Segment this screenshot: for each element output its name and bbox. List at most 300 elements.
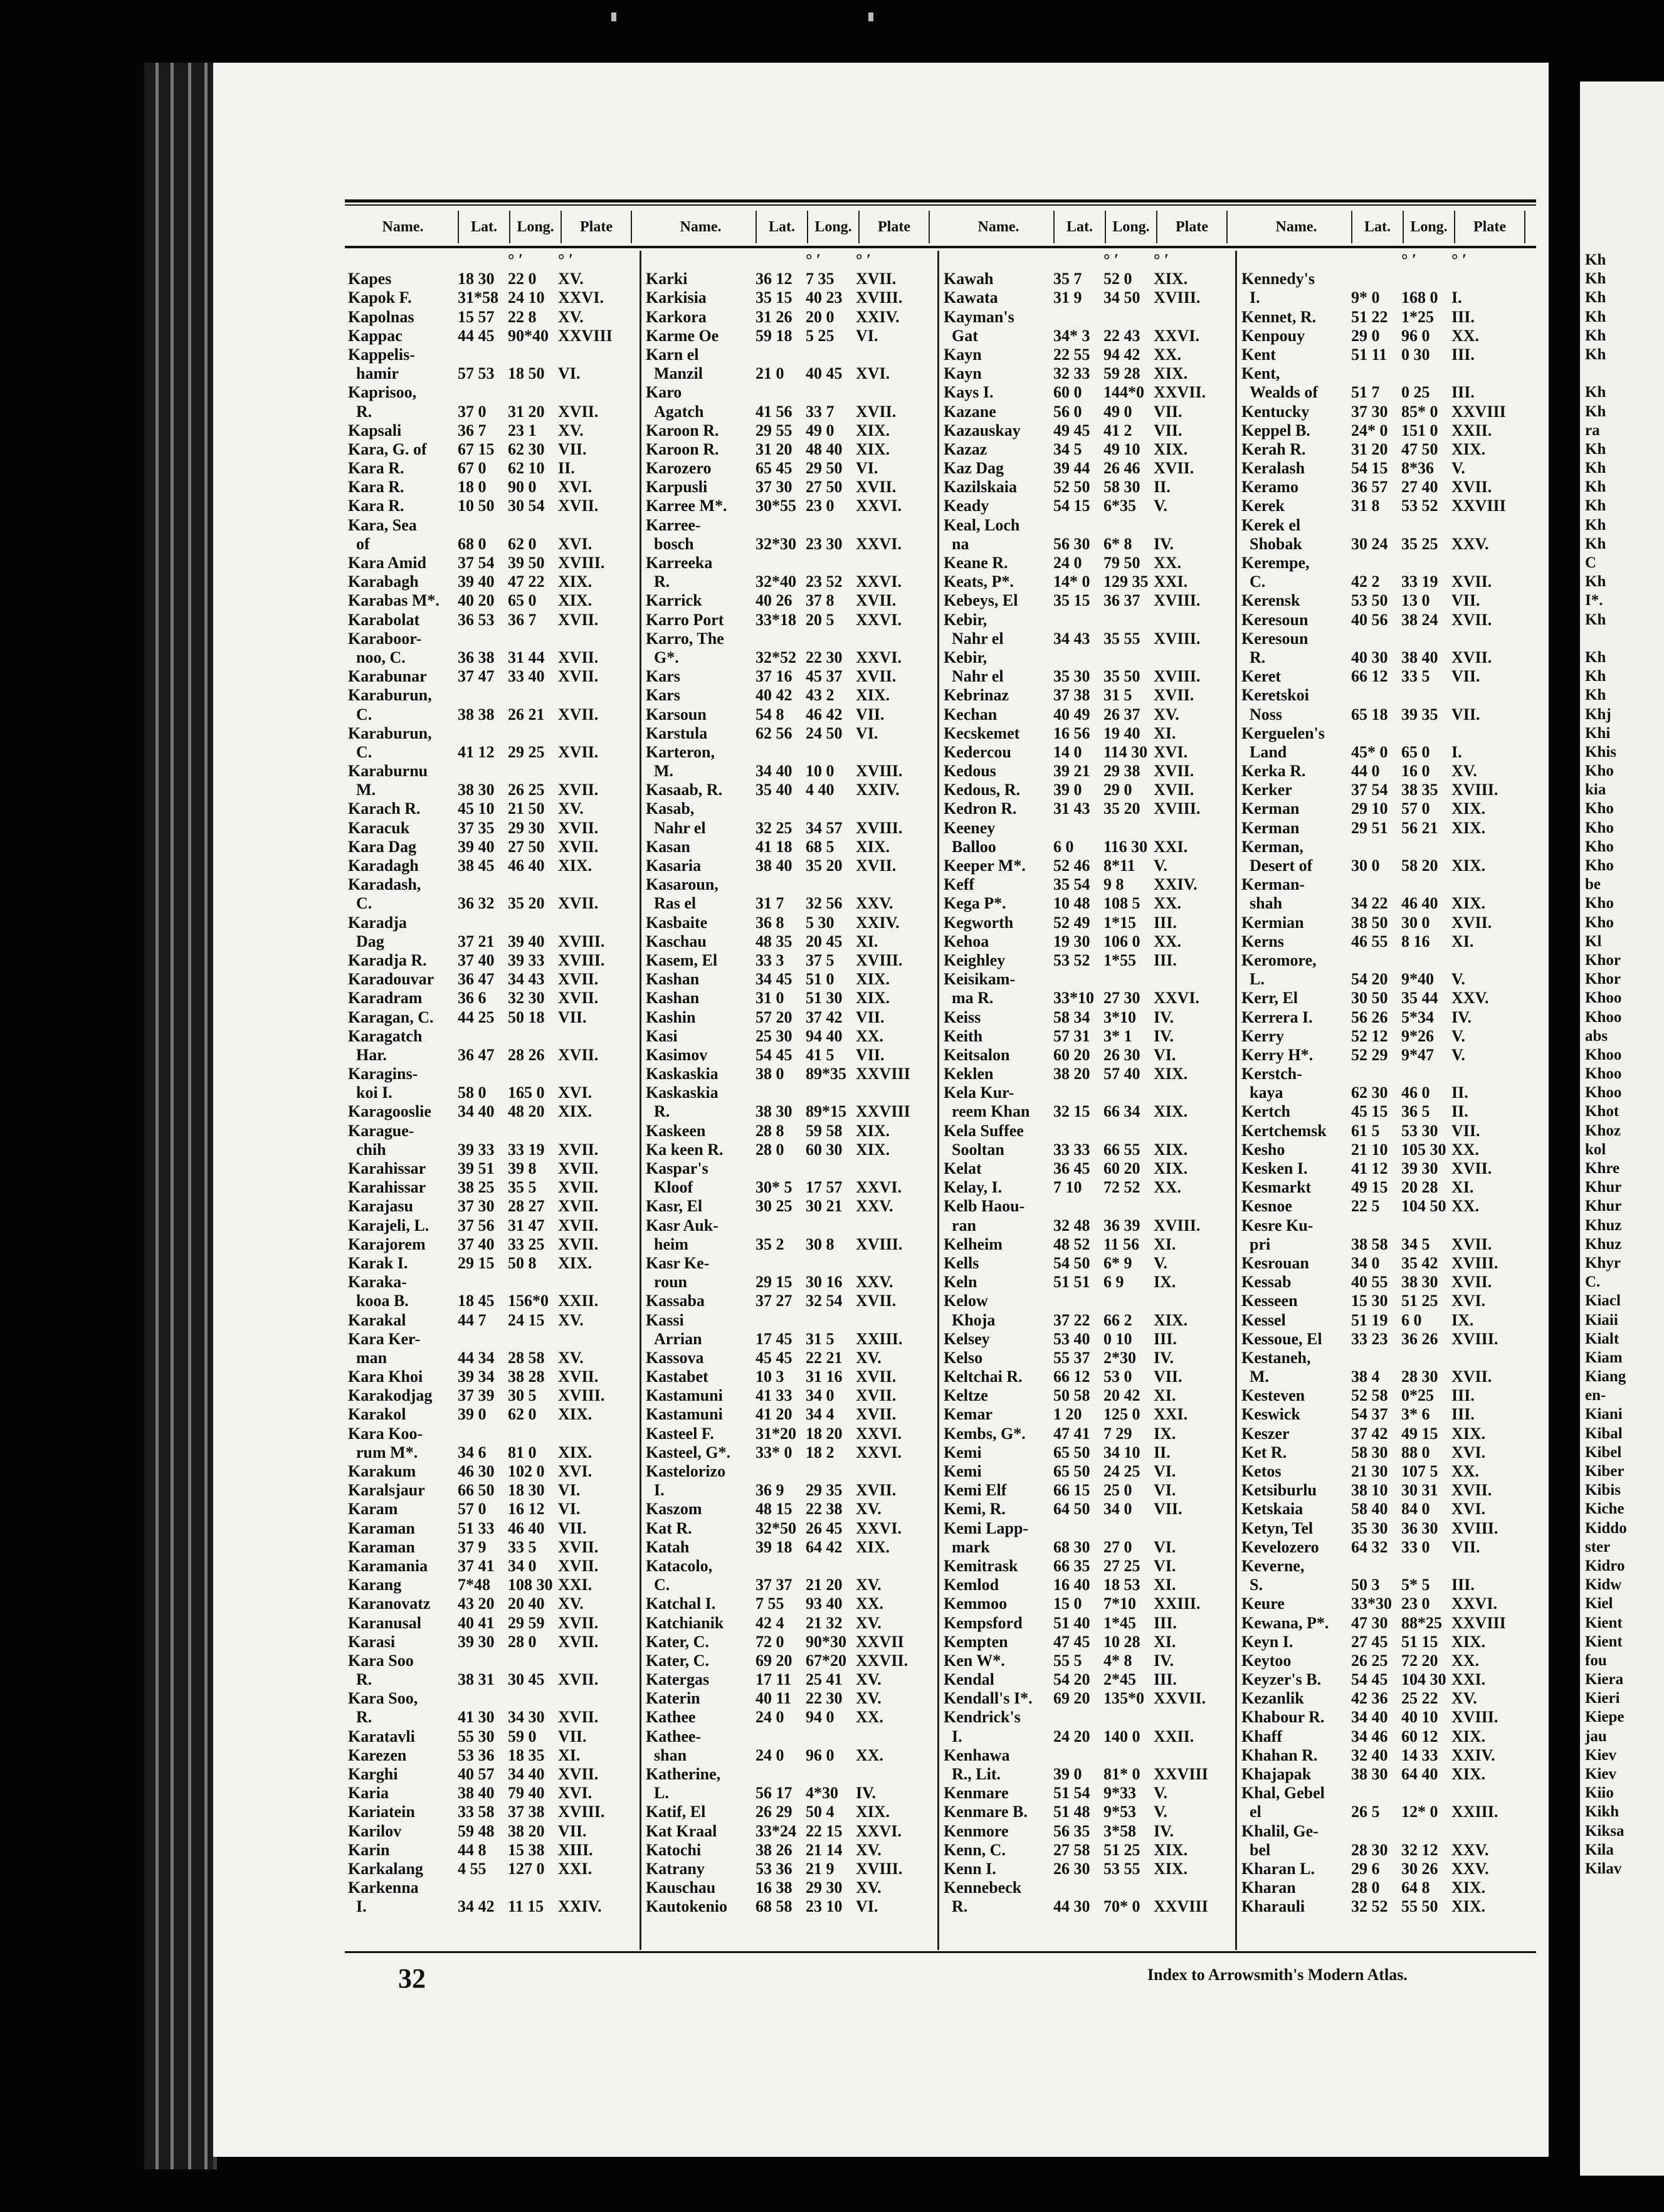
- longitude: 1*45: [1103, 1613, 1136, 1632]
- place-name: Kenmore: [944, 1821, 1009, 1840]
- index-entry: [348, 1462, 627, 1481]
- place-name: Karak I.: [348, 1253, 408, 1272]
- index-entry: [646, 1708, 925, 1727]
- place-name: Keitsalon: [944, 1045, 1010, 1064]
- longitude: [806, 1557, 856, 1576]
- latitude: 64 50: [1053, 1500, 1090, 1519]
- longitude: 26 25: [508, 781, 545, 799]
- index-entry: [646, 1273, 925, 1292]
- index-entry: [944, 1651, 1223, 1670]
- longitude: [806, 383, 856, 402]
- plate-number: XIII.: [558, 1840, 593, 1859]
- index-entry: [646, 1557, 925, 1576]
- index-entry: [646, 1046, 925, 1065]
- latitude: 24* 0: [1351, 421, 1388, 440]
- index-entry: [646, 1727, 925, 1746]
- latitude: 41 56: [756, 402, 793, 421]
- adjacent-page-strip: [1580, 82, 1664, 2176]
- longitude: [1401, 270, 1451, 288]
- longitude: 52 0: [1103, 270, 1132, 288]
- index-entry: [646, 1633, 925, 1651]
- index-column: [646, 251, 925, 1917]
- place-name: Kastamuni: [646, 1405, 723, 1424]
- adjacent-page-fragment: Kh: [1585, 573, 1606, 591]
- index-entry: [944, 1765, 1223, 1784]
- column-header-group: [1241, 211, 1525, 243]
- latitude: 42 2: [1351, 572, 1380, 591]
- longitude: [508, 345, 558, 364]
- latitude: 49 45: [1053, 421, 1090, 440]
- index-entry: [944, 1803, 1223, 1821]
- index-entry: [646, 1841, 925, 1860]
- place-name: Katrany: [646, 1859, 705, 1878]
- index-entry: [348, 1708, 627, 1727]
- footer-title: Index to Arrowsmith's Modern Atlas.: [1147, 1966, 1408, 1984]
- index-entry: [646, 1594, 925, 1613]
- longitude: 24 15: [508, 1310, 545, 1329]
- longitude: [806, 516, 856, 535]
- index-entry: [1241, 497, 1520, 515]
- place-name: Karezen: [348, 1746, 407, 1764]
- latitude: [458, 1330, 508, 1349]
- place-name: Keady: [944, 497, 989, 515]
- adjacent-page-fragment: Kient: [1585, 1633, 1623, 1650]
- longitude: 30 8: [806, 1235, 835, 1253]
- adjacent-page-fragment: Kiel: [1585, 1595, 1613, 1613]
- latitude: 40 49: [1053, 705, 1090, 724]
- place-name: Keklen: [944, 1065, 994, 1083]
- latitude: [1053, 251, 1103, 270]
- place-name: Kenn I.: [944, 1859, 996, 1878]
- latitude: 44 0: [1351, 762, 1380, 781]
- adjacent-page-fragment: Kieri: [1585, 1690, 1620, 1707]
- place-name: Kemi: [944, 1443, 982, 1462]
- longitude: 16 12: [508, 1500, 545, 1519]
- latitude: [1351, 1557, 1401, 1576]
- index-entry: [646, 762, 925, 781]
- place-name: Kesmarkt: [1241, 1178, 1312, 1197]
- index-entry: [1241, 1519, 1520, 1538]
- latitude: 34 6: [458, 1443, 487, 1462]
- latitude: 38 0: [756, 1065, 784, 1083]
- latitude: 38 58: [1351, 1235, 1388, 1253]
- index-entry: [944, 497, 1223, 515]
- index-entry: [348, 572, 627, 591]
- index-entry: [348, 1897, 627, 1916]
- plate-number: XX.: [856, 1594, 884, 1613]
- latitude: 36 47: [458, 1045, 495, 1064]
- place-name: Kazane: [944, 402, 996, 421]
- plate-number: XVII.: [558, 402, 599, 421]
- place-name: [348, 251, 458, 270]
- index-entry: [646, 1254, 925, 1273]
- longitude: 36 30: [1401, 1519, 1438, 1537]
- longitude: 70* 0: [1103, 1897, 1140, 1916]
- longitude: 41 5: [806, 1045, 835, 1064]
- longitude: 114 30: [1103, 742, 1148, 761]
- longitude: 10 0: [806, 762, 835, 781]
- place-name: Kasr Ke-: [646, 1253, 710, 1272]
- column-header: Lat.: [757, 211, 808, 243]
- latitude: [458, 629, 508, 648]
- place-name: Kertchemsk: [1241, 1121, 1327, 1140]
- index-entry: [646, 1462, 925, 1481]
- plate-number: XVIII.: [1154, 629, 1201, 648]
- index-entry: [944, 1897, 1223, 1916]
- index-entry: [944, 932, 1223, 951]
- plate-number: XXVIII: [1451, 497, 1506, 515]
- adjacent-page-fragment: Kho: [1585, 857, 1614, 874]
- index-entry: [1241, 914, 1520, 932]
- place-name: roun: [646, 1273, 687, 1292]
- longitude: 50 8: [508, 1253, 537, 1272]
- longitude: 33 5: [1401, 667, 1430, 686]
- latitude: [756, 743, 806, 762]
- adjacent-page-fragment: Kilav: [1585, 1860, 1622, 1877]
- index-entry: [348, 1273, 627, 1292]
- place-name: Dag: [348, 932, 384, 951]
- longitude: 24 25: [1103, 1462, 1140, 1480]
- index-entry: [1241, 1235, 1520, 1254]
- index-entry: [944, 1670, 1223, 1689]
- place-name: Katchal I.: [646, 1594, 716, 1613]
- index-entry: [1241, 1670, 1520, 1689]
- latitude: 38 4: [1351, 1367, 1380, 1386]
- longitude: ° ′: [1103, 251, 1119, 269]
- place-name: Kara Dag: [348, 837, 417, 856]
- latitude: 64 32: [1351, 1537, 1388, 1556]
- latitude: 56 30: [1053, 534, 1090, 553]
- plate-number: XIX.: [1451, 1424, 1486, 1443]
- index-entry: [1241, 478, 1520, 497]
- index-entry: [348, 554, 627, 572]
- latitude: [1053, 1519, 1103, 1538]
- latitude: [1053, 819, 1103, 838]
- index-entry: [944, 421, 1223, 440]
- index-entry: [944, 1273, 1223, 1292]
- adjacent-page-fragment: Kh: [1585, 668, 1606, 685]
- longitude: 81 0: [508, 1443, 537, 1462]
- latitude: 39 0: [1053, 781, 1082, 799]
- index-entry: [646, 799, 925, 818]
- place-name: Katergas: [646, 1670, 710, 1689]
- plate-number: IX.: [1451, 1310, 1474, 1329]
- adjacent-page-fragment: Kh: [1585, 687, 1606, 704]
- index-entry: [1241, 1860, 1520, 1878]
- latitude: 40 42: [756, 686, 793, 705]
- longitude: 38 40: [1401, 648, 1438, 666]
- index-entry: [348, 270, 627, 288]
- latitude: 50 58: [1053, 1386, 1090, 1405]
- place-name: Keeney: [944, 818, 996, 837]
- longitude: [806, 345, 856, 364]
- longitude: [1103, 1122, 1154, 1140]
- latitude: 51 19: [1351, 1310, 1388, 1329]
- longitude: 29 30: [806, 1878, 843, 1897]
- adjacent-page-fragment: Kh: [1585, 440, 1606, 458]
- plate-number: VI.: [558, 1500, 581, 1519]
- adjacent-page-fragment: Khoo: [1585, 1008, 1622, 1026]
- place-name: Karstula: [646, 724, 708, 742]
- longitude: 2*45: [1103, 1670, 1136, 1689]
- index-entry: [646, 686, 925, 705]
- column-header: Lat.: [459, 211, 510, 243]
- longitude: 9 8: [1103, 875, 1124, 894]
- plate-number: XXV.: [1451, 989, 1489, 1008]
- index-entry: [646, 1102, 925, 1121]
- adjacent-page-fragment: Khor: [1585, 971, 1621, 988]
- latitude: 52 12: [1351, 1026, 1388, 1045]
- index-entry: [944, 535, 1223, 554]
- place-name: Keresoun: [1241, 610, 1309, 629]
- longitude: [508, 724, 558, 743]
- index-entry: [944, 478, 1223, 497]
- latitude: [1053, 611, 1103, 629]
- longitude: 21 9: [806, 1859, 835, 1878]
- plate-number: IV.: [1154, 1348, 1174, 1367]
- place-name: Kewana, P*.: [1241, 1613, 1329, 1632]
- longitude: 29 30: [508, 818, 545, 837]
- adjacent-page-fragment: C.: [1585, 1273, 1601, 1291]
- longitude: 53 55: [1103, 1859, 1140, 1878]
- latitude: 44 7: [458, 1310, 487, 1329]
- latitude: 48 15: [756, 1500, 793, 1519]
- plate-number: V.: [1154, 1784, 1167, 1803]
- place-name: Land: [1241, 742, 1287, 761]
- latitude: [756, 629, 806, 648]
- plate-number: III.: [1154, 913, 1177, 932]
- plate-number: XVIII.: [1451, 781, 1498, 799]
- longitude: 0 25: [1401, 383, 1430, 402]
- longitude: 33 40: [508, 667, 545, 686]
- plate-number: XVII.: [856, 1367, 897, 1386]
- latitude: 58 40: [1351, 1500, 1388, 1519]
- index-entry: [348, 1083, 627, 1102]
- index-entry: [348, 1159, 627, 1178]
- longitude: [806, 1216, 856, 1235]
- plate-number: III.: [1451, 1405, 1475, 1424]
- adjacent-page-fragment: Kh: [1585, 535, 1606, 552]
- index-entry: [1241, 1405, 1520, 1424]
- plate-number: IV.: [1154, 1821, 1174, 1840]
- latitude: 35 54: [1053, 875, 1090, 894]
- index-entry: [944, 1784, 1223, 1803]
- place-name: Kelow: [944, 1292, 988, 1310]
- place-name: Karaburnu: [348, 762, 428, 781]
- column-separator: [937, 251, 939, 1950]
- plate-number: III.: [1154, 1613, 1177, 1632]
- latitude: 52 58: [1351, 1386, 1388, 1405]
- plate-number: V.: [1451, 1026, 1465, 1045]
- plate-number: XXV.: [856, 894, 893, 913]
- column-header: Long.: [1106, 211, 1157, 243]
- longitude: 81* 0: [1103, 1765, 1140, 1783]
- longitude: 46 40: [1401, 894, 1438, 913]
- index-entry: [646, 591, 925, 610]
- index-entry: [646, 1083, 925, 1102]
- plate-number: ° ′: [1154, 251, 1169, 269]
- place-name: Khoja: [944, 1310, 996, 1329]
- latitude: 57 0: [458, 1500, 487, 1519]
- index-entry: [944, 383, 1223, 402]
- plate-number: XVII.: [1451, 1235, 1492, 1253]
- index-entry: [944, 648, 1223, 667]
- plate-number: XV.: [856, 1670, 882, 1689]
- latitude: 55 37: [1053, 1348, 1090, 1367]
- latitude: 50 3: [1351, 1576, 1380, 1594]
- longitude: [806, 743, 856, 762]
- place-name: Keverne,: [1241, 1556, 1305, 1575]
- longitude: 18 2: [806, 1443, 835, 1462]
- adjacent-page-fragment: Kho: [1585, 800, 1614, 818]
- latitude: [756, 1254, 806, 1273]
- plate-number: XIX.: [558, 1253, 592, 1272]
- index-entry: [944, 1349, 1223, 1367]
- index-entry: [348, 819, 627, 838]
- plate-number: VII.: [1451, 1537, 1480, 1556]
- index-entry: [646, 819, 925, 838]
- place-name: Kapes: [348, 270, 392, 288]
- latitude: 36 12: [756, 270, 793, 288]
- plate-number: XXVIII: [558, 326, 613, 345]
- place-name: Karteron,: [646, 742, 715, 761]
- longitude: 64 8: [1401, 1878, 1430, 1897]
- longitude: 31 47: [508, 1216, 545, 1235]
- plate-number: III.: [1451, 1386, 1475, 1405]
- longitude: [508, 383, 558, 402]
- latitude: 39 40: [458, 572, 495, 591]
- latitude: [1351, 1065, 1401, 1083]
- place-name: Karkora: [646, 307, 707, 326]
- index-entry: [348, 591, 627, 610]
- place-name: Kara Koo-: [348, 1424, 423, 1443]
- longitude: 55 50: [1401, 1897, 1438, 1916]
- index-entry: [646, 1765, 925, 1784]
- plate-number: XXVII: [856, 1632, 904, 1651]
- place-name: Kharan L.: [1241, 1859, 1315, 1878]
- place-name: Katacolo,: [646, 1556, 713, 1575]
- place-name: rum M*.: [348, 1443, 418, 1462]
- index-entry: [646, 1425, 925, 1443]
- plate-number: XVII.: [856, 1386, 897, 1405]
- latitude: [1053, 1197, 1103, 1216]
- place-name: Kara Ker-: [348, 1329, 421, 1348]
- latitude: 52 29: [1351, 1045, 1388, 1064]
- plate-number: IX.: [1154, 1273, 1176, 1292]
- index-entry: [646, 989, 925, 1008]
- place-name: L.: [646, 1784, 669, 1803]
- longitude: 6 9: [1103, 1273, 1124, 1292]
- latitude: 26 29: [756, 1803, 793, 1821]
- latitude: 65 45: [756, 459, 793, 478]
- latitude: 36 47: [458, 970, 495, 989]
- latitude: 40 11: [756, 1689, 792, 1708]
- longitude: 38 20: [508, 1821, 545, 1840]
- plate-number: XI.: [856, 932, 878, 951]
- index-entry: [646, 1614, 925, 1633]
- longitude: 3* 6: [1401, 1405, 1430, 1424]
- place-name: koi I.: [348, 1083, 392, 1102]
- latitude: 26 5: [1351, 1803, 1380, 1821]
- index-entry: [1241, 819, 1520, 838]
- plate-number: XVIII.: [856, 1235, 903, 1253]
- latitude: 28 0: [756, 1140, 784, 1159]
- longitude: 35 44: [1401, 989, 1438, 1008]
- index-entry: [646, 1481, 925, 1500]
- longitude: 32 56: [806, 894, 843, 913]
- longitude: 38 24: [1401, 610, 1438, 629]
- latitude: 54 50: [1053, 1253, 1090, 1272]
- longitude: 11 56: [1103, 1235, 1140, 1253]
- latitude: 21 0: [756, 364, 784, 383]
- index-entry: [944, 1235, 1223, 1254]
- place-name: Katah: [646, 1537, 690, 1556]
- longitude: [508, 1689, 558, 1708]
- latitude: [1351, 554, 1401, 572]
- index-entry: [646, 270, 925, 288]
- latitude: 51 51: [1053, 1273, 1090, 1292]
- place-name: Karahissar: [348, 1159, 426, 1177]
- place-name: Khabour R.: [1241, 1708, 1325, 1727]
- place-name: Kerman-: [1241, 875, 1305, 894]
- plate-number: V.: [1154, 856, 1167, 875]
- plate-number: VI.: [1154, 1045, 1176, 1064]
- latitude: 42 36: [1351, 1689, 1388, 1708]
- longitude: 9*26: [1401, 1026, 1434, 1045]
- longitude: [1401, 516, 1451, 535]
- plate-number: III.: [1451, 383, 1475, 402]
- place-name: Kerah R.: [1241, 440, 1306, 458]
- index-entry: [348, 781, 627, 799]
- plate-number: XIX.: [856, 1803, 890, 1821]
- index-entry: [1241, 1878, 1520, 1897]
- latitude: 29 15: [458, 1253, 495, 1272]
- top-rule: [345, 199, 1536, 203]
- longitude: 34 4: [806, 1405, 835, 1424]
- index-entry: [646, 1235, 925, 1254]
- index-entry: [1241, 781, 1520, 799]
- index-entry: [1241, 705, 1520, 724]
- longitude: 72 20: [1401, 1651, 1438, 1670]
- latitude: 34* 3: [1053, 326, 1090, 345]
- longitude: 47 50: [1401, 440, 1438, 458]
- index-entry: [348, 1651, 627, 1670]
- longitude: 34 0: [806, 1386, 835, 1405]
- latitude: 37 41: [458, 1556, 495, 1575]
- latitude: 66 15: [1053, 1481, 1090, 1500]
- index-entry: [944, 1708, 1223, 1727]
- index-entry: [348, 1765, 627, 1784]
- place-name: pri: [1241, 1235, 1271, 1253]
- place-name: Karajeli, L.: [348, 1216, 429, 1235]
- plate-number: VI.: [558, 1481, 581, 1500]
- index-entry: [944, 1727, 1223, 1746]
- place-name: Kessab: [1241, 1273, 1292, 1292]
- index-entry: [646, 1159, 925, 1178]
- latitude: 40 41: [458, 1613, 495, 1632]
- latitude: 21 30: [1351, 1462, 1388, 1480]
- longitude: 27 50: [508, 837, 545, 856]
- longitude: 35 20: [1103, 799, 1140, 818]
- place-name: Kelheim: [944, 1235, 1003, 1253]
- place-name: Nahr el: [646, 818, 706, 837]
- index-entry: [1241, 459, 1520, 478]
- adjacent-page-fragment: Kh: [1585, 648, 1606, 666]
- index-entry: [348, 440, 627, 459]
- index-entry: [944, 762, 1223, 781]
- index-entry: [348, 705, 627, 724]
- place-name: Karahissar: [348, 1178, 426, 1197]
